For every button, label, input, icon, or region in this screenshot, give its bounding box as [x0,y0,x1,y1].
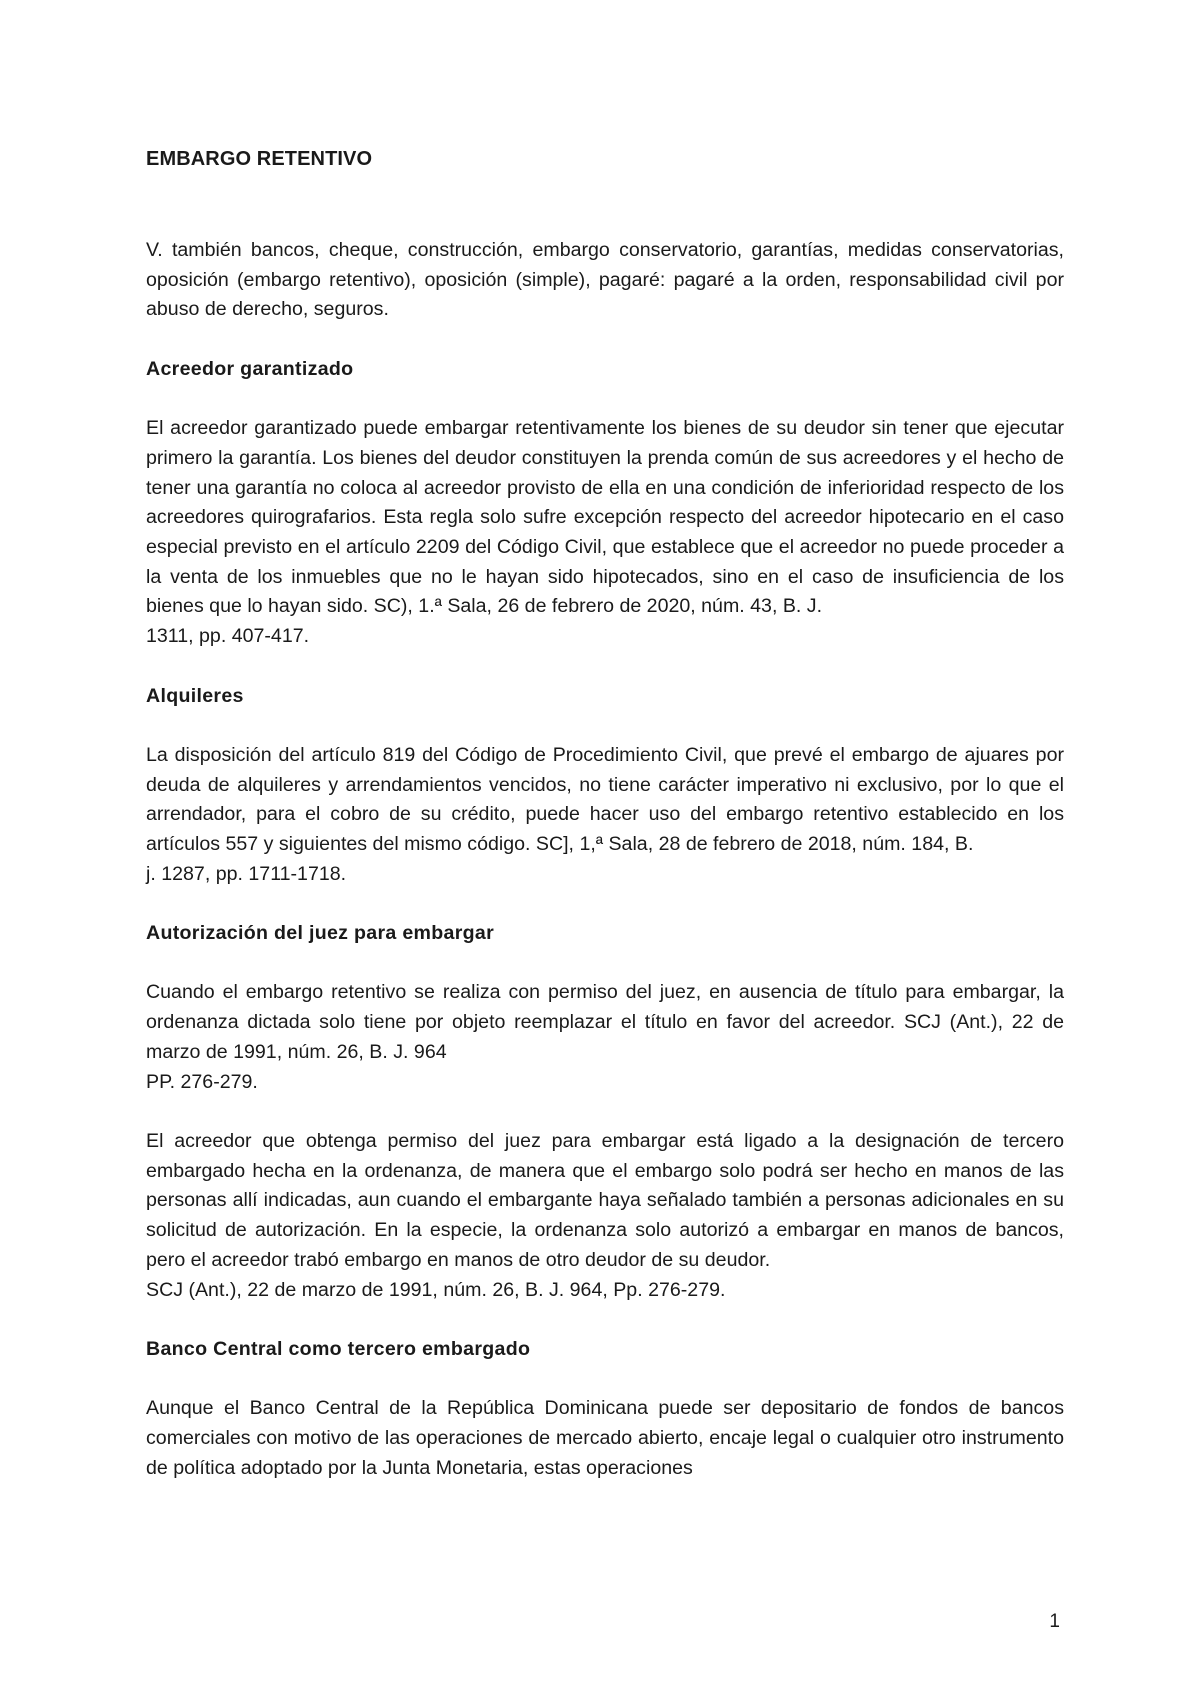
see-also-paragraph: V. también bancos, cheque, construcción, embargo conservatorio, garantías, medidas conservatorias, oposición (embargo retentivo), oposición (simple), pagaré: pagaré a la orden, responsabilidad civil por abuso de derecho, seguros. [146,239,1064,321]
section-paragraph [146,414,1064,652]
section-paragraph [146,1394,1064,1483]
section-heading-autorizacion-juez: Autorización del juez para embargar [146,922,495,945]
section-paragraph [146,1127,1064,1305]
paragraph-text: La disposición del artículo 819 del Código de Procedimiento Civil, que prevé el embargo de ajuares por deuda de alquileres y arrendamientos vencidos, no tiene carácter imperativo ni exclusivo, por lo que el arrendador, para el cobro de su crédito, puede hacer uso del embargo retentivo establecido en los artículos 557 y siguientes del mismo código. SC], 1,ª Sala, 28 de febrero de 2018, núm. 184, B. [146,743,1064,855]
citation: SCJ (Ant.), 22 de marzo de 1991, núm. 26, B. J. 964, Pp. 276-279. [146,1278,726,1301]
paragraph-text: El acreedor garantizado puede embargar retentivamente los bienes de su deudor sin tener que ejecutar primero la garantía. Los bienes del deudor constituyen la prenda común de sus acreedores y el hecho de tener una garantía no coloca al acreedor provisto de ella en una condición de inferioridad respecto de los acreedores quirografarios. Esta regla solo sufre excepción respecto del acreedor hipotecario en el caso especial previsto en el artículo 2209 del Código Civil, que establece que el acreedor no puede proceder a la venta de los inmuebles que no le hayan sido hipotecados, sino en el caso de insuficiencia de los bienes que lo hayan sido. SC), 1.ª Sala, 26 de febrero de 2020, núm. 43, B. J. [146,417,1064,618]
page-number: 1 [1049,1611,1060,1632]
section-heading-alquileres: Alquileres [146,684,244,707]
document-body [146,140,1064,1483]
section-paragraph [146,741,1064,890]
citation: 1311, pp. 407-417. [146,625,310,648]
section-heading-banco-central: Banco Central como tercero embargado [146,1337,531,1360]
section-heading-acreedor-garantizado: Acreedor garantizado [146,357,354,380]
citation: PP. 276-279. [146,1070,258,1093]
paragraph-text: El acreedor que obtenga permiso del juez para embargar está ligado a la designación de tercero embargado hecha en la ordenanza, de manera que el embargo solo podrá ser hecho en manos de las personas allí indicadas, aun cuando el embargante haya señalado también a personas adicionales en su solicitud de autorización. En la especie, la ordenanza solo autorizó a embargar en manos de bancos, pero el acreedor trabó embargo en manos de otro deudor de su deudor. [146,1129,1064,1271]
section-paragraph [146,978,1064,1097]
paragraph-text: Aunque el Banco Central de la República Dominicana puede ser depositario de fondos de bancos comerciales con motivo de las operaciones de mercado abierto, encaje legal o cualquier otro instrumento de política adoptado por la Junta Monetaria, estas operaciones [146,1397,1064,1479]
citation: j. 1287, pp. 1711-1718. [146,862,347,885]
paragraph-text: Cuando el embargo retentivo se realiza con permiso del juez, en ausencia de título para embargar, la ordenanza dictada solo tiene por objeto reemplazar el título en favor del acreedor. SCJ (Ant.), 22 de marzo de 1991, núm. 26, B. J. 964 [146,981,1064,1063]
document-title: EMBARGO RETENTIVO [146,148,373,170]
